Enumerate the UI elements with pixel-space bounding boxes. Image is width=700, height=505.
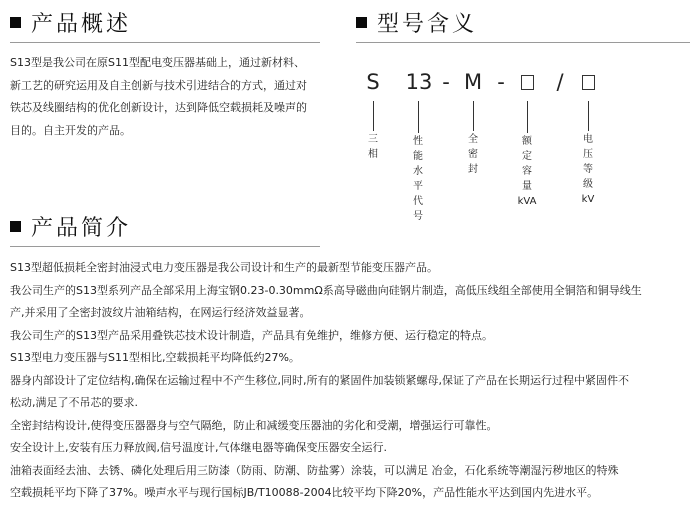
connector-line <box>373 101 374 131</box>
label-three-phase: 三 相 <box>368 134 378 160</box>
intro-header <box>10 208 131 244</box>
connector-line <box>527 101 528 133</box>
intro-line: 油箱表面经去油、去锈、磷化处理后用三防漆（防雨、防潮、防盐雾）涂装，可以满足 冶金，石化系统等潮湿污秽地区的特殊 <box>10 463 619 477</box>
intro-line: S13型超低损耗全密封油浸式电力变压器是我公司设计和生产的最新型节能变压器产品。 <box>10 261 438 274</box>
label-fully-sealed: 全 密 封 <box>468 134 478 175</box>
model-code-dash: - <box>442 70 450 94</box>
connector-line <box>588 101 589 131</box>
overview-line: 铁芯及线圈结构的优化创新设计，达到降低空载损耗及噪声的 <box>10 101 307 114</box>
connector-line <box>418 101 419 133</box>
intro-line: 产,并采用了全密封波纹片油箱结构，在网运行经济效益显著。 <box>10 306 311 319</box>
overview-body <box>10 52 307 142</box>
overview-line: 目的。自主开发的产品。 <box>10 123 131 137</box>
label-voltage-class: 电 压 等 级 kV <box>581 134 595 205</box>
section-square-icon <box>356 17 367 28</box>
model-code-dash: - <box>497 70 505 94</box>
overview-divider <box>10 42 320 43</box>
capacity-box <box>521 75 534 90</box>
model-code-m: M <box>463 70 483 94</box>
intro-line: 我公司生产的S13型产品采用叠铁芯技术设计制造，产品具有免维护，维修方便、运行稳定的特点。 <box>10 328 493 342</box>
intro-title: 产品简介 <box>31 215 132 241</box>
overview-header <box>10 4 131 40</box>
intro-line: 安全设计上,安装有压力释放阀,信号温度计,气体继电器等确保变压器安全运行. <box>10 441 387 454</box>
model-code-13: 13 <box>405 70 433 94</box>
model-code-slash: / <box>556 70 564 94</box>
model-header <box>356 4 477 40</box>
intro-line: 全密封结构设计,使得变压器器身与空气隔绝，防止和减缓变压器油的劣化和受潮，增强运行可靠性。 <box>10 418 498 432</box>
intro-divider <box>10 246 320 247</box>
intro-line: 空载损耗平均下降了37%。噪声水平与现行国标JB/T10088-2004比较平均下降20%，产品性能水平达到国内先进水平。 <box>10 486 599 499</box>
label-rated-capacity: 额 定 容 量 kVA <box>517 136 537 207</box>
overview-title: 产品概述 <box>31 11 132 37</box>
intro-line: 松动,满足了不吊芯的要求. <box>10 396 138 409</box>
voltage-box <box>582 75 595 90</box>
section-square-icon <box>10 17 21 28</box>
model-title: 型号含义 <box>377 11 478 37</box>
connector-line <box>473 101 474 131</box>
intro-line: 器身内部设计了定位结构,确保在运输过程中不产生移位,同时,所有的紧固件加装锁紧螺母,保证了产品在长期运行过程中紧固件不 <box>10 373 629 387</box>
intro-line: S13型电力变压器与S11型相比,空载损耗平均降低约27%。 <box>10 351 300 364</box>
overview-line: S13型是我公司在原S11型配电变压器基础上，通过新材料、 <box>10 56 305 69</box>
label-performance-code: 性 能 水 平 代 号 <box>413 136 423 222</box>
intro-body <box>10 257 642 505</box>
model-code-s: S <box>366 70 380 94</box>
overview-line: 新工艺的研究运用及自主创新与技术引进结合的方式，通过对 <box>10 78 307 92</box>
section-square-icon <box>10 221 21 232</box>
model-divider <box>356 42 690 43</box>
intro-line: 我公司生产的S13型系列产品全部采用上海宝钢0.23-0.30mmΩ系高导磁曲向硅钢片制造，高低压线组全部使用全铜箔和铜导线生 <box>10 283 642 297</box>
